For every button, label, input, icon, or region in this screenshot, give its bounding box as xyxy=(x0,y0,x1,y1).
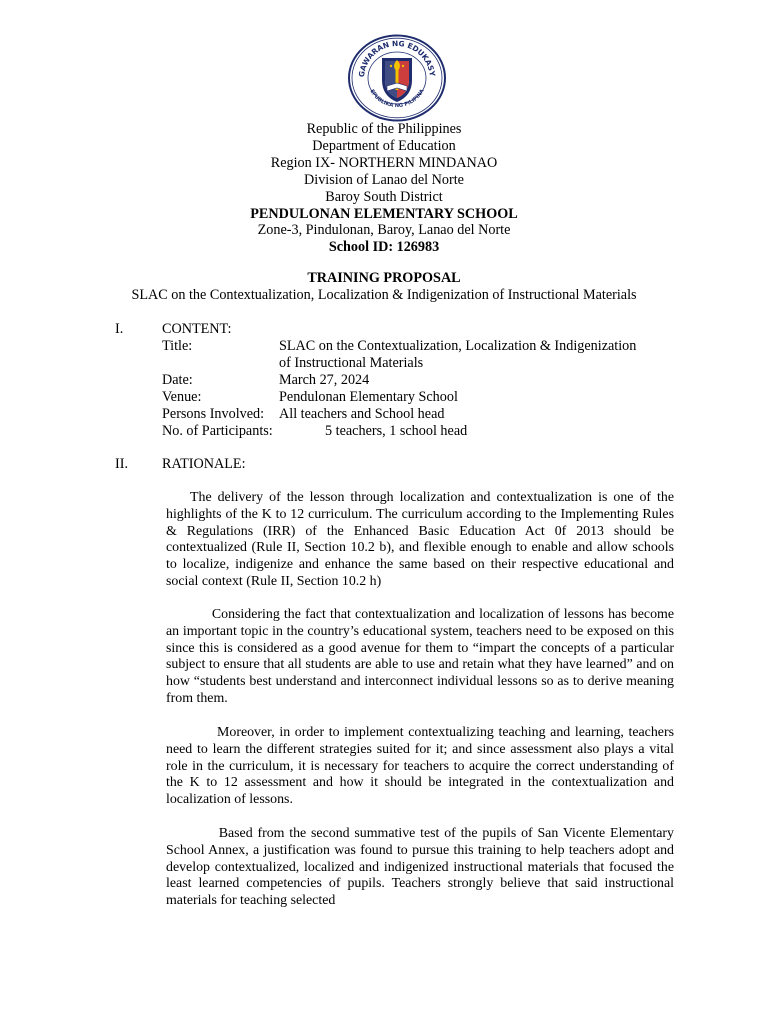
section-1-heading: CONTENT: xyxy=(162,321,232,337)
header-division: Division of Lanao del Norte xyxy=(304,171,464,188)
document-title: TRAINING PROPOSAL xyxy=(307,270,461,286)
rationale-paragraph-3: Moreover, in order to implement contextualizing teaching and learning, teachers need to learn the different strategies suited for it; and since assessment also plays a vital role in the curriculum, it is necessary for teachers to acquire the correct understanding of the K to 12 assessment and how it should be integrated in the contextualization and localization of lessons. xyxy=(166,725,674,808)
title-label: Title: xyxy=(162,338,193,354)
section-2-numeral: II. xyxy=(115,456,128,472)
participants-label: No. of Participants: xyxy=(162,423,273,439)
section-2-heading: RATIONALE: xyxy=(162,456,246,472)
header-republic: Republic of the Philippines xyxy=(306,121,462,137)
date-value: March 27, 2024 xyxy=(279,372,370,388)
header-school-name: PENDULONAN ELEMENTARY SCHOOL xyxy=(250,205,518,222)
seal-text-bottom: EPUBLIKA NG PILIPINA xyxy=(368,88,426,110)
seal-text-top: GAWARAN NG EDUKASY xyxy=(356,38,437,78)
rationale-paragraph-2: Considering the fact that contextualization and localization of lessons has become an important topic in the country’s educational system, teachers need to be exposed on this since this is considered as a good avenue for them to “impart the concepts of a particular subject to ensure that all students are able to use and retain what they have learned” and on how “students best understand and interconnect individual lessons so as to derive meaning from them. xyxy=(166,607,674,706)
persons-label: Persons Involved: xyxy=(162,406,265,422)
section-1-numeral: I. xyxy=(115,321,124,337)
venue-label: Venue: xyxy=(162,389,202,405)
deped-seal-logo xyxy=(347,34,447,122)
title-value-line1: SLAC on the Contextualization, Localization & Indigenization xyxy=(279,338,637,354)
document-title-block xyxy=(0,270,768,304)
header-region: Region IX- NORTHERN MINDANAO xyxy=(270,154,498,171)
letterhead xyxy=(0,121,768,256)
document-subtitle: SLAC on the Contextualization, Localization & Indigenization of Instructional Materials xyxy=(131,287,637,303)
date-label: Date: xyxy=(162,372,193,388)
rationale-paragraph-4: Based from the second summative test of the pupils of San Vicente Elementary School Annex, a justification was found to pursue this training to help teachers adopt and develop contextualized, localized and indigenized instructional materials that focused the least learned competencies of pupils. Teachers strongly believe that said instructional materials for teaching selected xyxy=(166,826,674,909)
header-district: Baroy South District xyxy=(325,188,443,205)
header-department: Department of Education xyxy=(312,137,456,154)
persons-value: All teachers and School head xyxy=(279,406,445,422)
header-school-id: School ID: 126983 xyxy=(328,239,440,256)
rationale-paragraph-1: The delivery of the lesson through localization and contextualization is one of the highlights of the K to 12 curriculum. The curriculum according to the Implementing Rules & Regulations (IRR) of the Enhanced Basic Education Act 0f 2013 should be contextualized (Rule II, Section 10.2 b), and flexible enough to enable and allow schools to localize, indigenize and enhance the same based on their respective educational and social context (Rule II, Section 10.2 h) xyxy=(166,490,674,589)
header-address: Zone-3, Pindulonan, Baroy, Lanao del Norte xyxy=(257,222,511,239)
venue-value: Pendulonan Elementary School xyxy=(279,389,458,405)
title-value-line2: of Instructional Materials xyxy=(279,355,424,371)
participants-value: 5 teachers, 1 school head xyxy=(325,423,468,439)
